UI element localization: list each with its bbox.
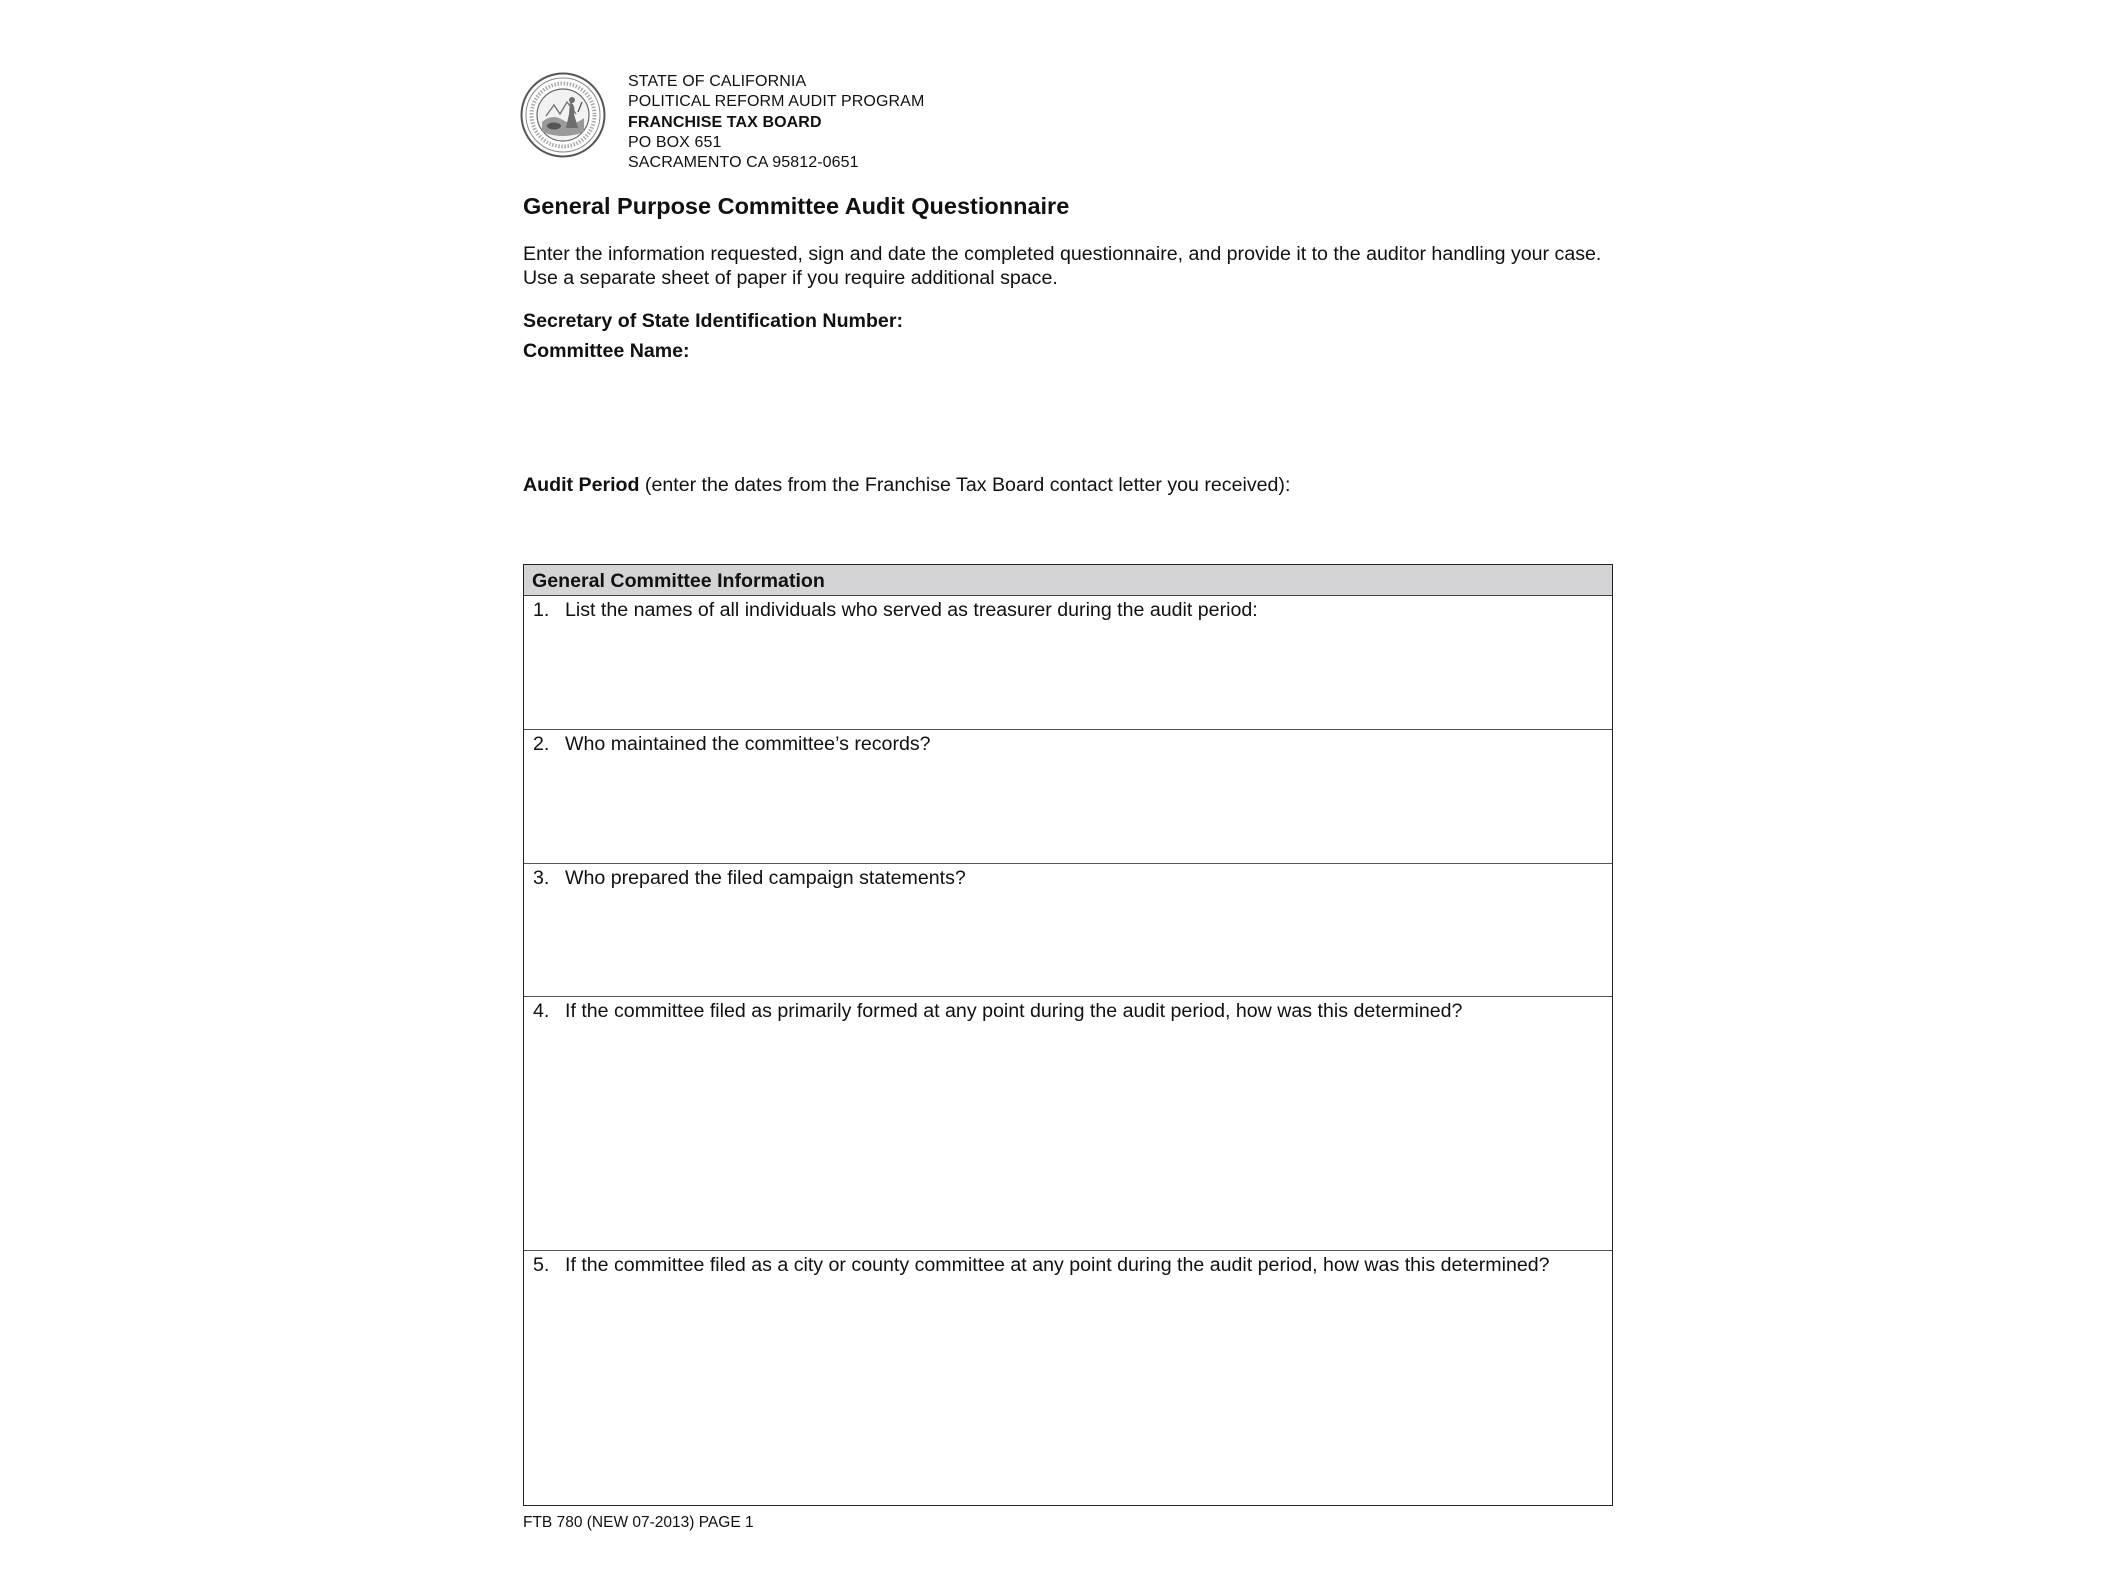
question-number: 4. (533, 1000, 550, 1022)
question-row-3 (524, 864, 1612, 997)
audit-period-note: (enter the dates from the Franchise Tax Board contact letter you received): (639, 474, 1291, 496)
question-text: If the committee filed as primarily formed at any point during the audit period, how was this determined? (565, 1000, 1463, 1022)
answer-area-3[interactable] (565, 894, 1600, 988)
agency-state-line: STATE OF CALIFORNIA (628, 73, 807, 90)
agency-program-line: POLITICAL REFORM AUDIT PROGRAM (628, 93, 925, 111)
question-text: If the committee filed as a city or county committee at any point during the audit period, how was this determined? (565, 1254, 1550, 1276)
question-number: 5. (533, 1254, 550, 1276)
state-seal-icon (520, 72, 606, 158)
question-text: Who prepared the filed campaign statements? (565, 867, 966, 889)
general-committee-table (523, 564, 1613, 1506)
agency-pobox-line: PO BOX 651 (628, 133, 722, 151)
question-number: 2. (533, 733, 550, 755)
answer-area-1[interactable] (565, 626, 1600, 721)
committee-name-label: Committee Name: (523, 340, 690, 362)
question-number: 3. (533, 867, 550, 889)
agency-city-line: SACRAMENTO CA 95812-0651 (628, 154, 859, 172)
answer-area-4[interactable] (565, 1027, 1600, 1242)
agency-board-line: FRANCHISE TAX BOARD (628, 113, 822, 131)
question-number: 1. (533, 599, 550, 621)
question-row-5 (524, 1251, 1612, 1505)
answer-area-5[interactable] (565, 1281, 1600, 1497)
question-text: Who maintained the committee’s records? (565, 733, 931, 755)
audit-period-label: Audit Period (523, 474, 640, 496)
answer-area-2[interactable] (565, 760, 1600, 855)
form-footer: FTB 780 (NEW 07-2013) PAGE 1 (523, 1514, 754, 1531)
question-row-1 (524, 596, 1612, 730)
audit-period-line (523, 474, 1290, 497)
agency-address-block (628, 72, 924, 173)
section-title: General Committee Information (532, 570, 825, 592)
question-text: List the names of all individuals who served as treasurer during the audit period: (565, 599, 1258, 621)
question-row-4 (524, 997, 1612, 1251)
form-instructions: Enter the information requested, sign and date the completed questionnaire, and provide it to the auditor handling your case. Use a separate sheet of paper if you require additional space. (523, 243, 1602, 289)
form-title: General Purpose Committee Audit Questionnaire (523, 193, 1070, 219)
question-row-2 (524, 730, 1612, 864)
section-header (524, 565, 1612, 596)
sos-id-label: Secretary of State Identification Number: (523, 310, 903, 332)
